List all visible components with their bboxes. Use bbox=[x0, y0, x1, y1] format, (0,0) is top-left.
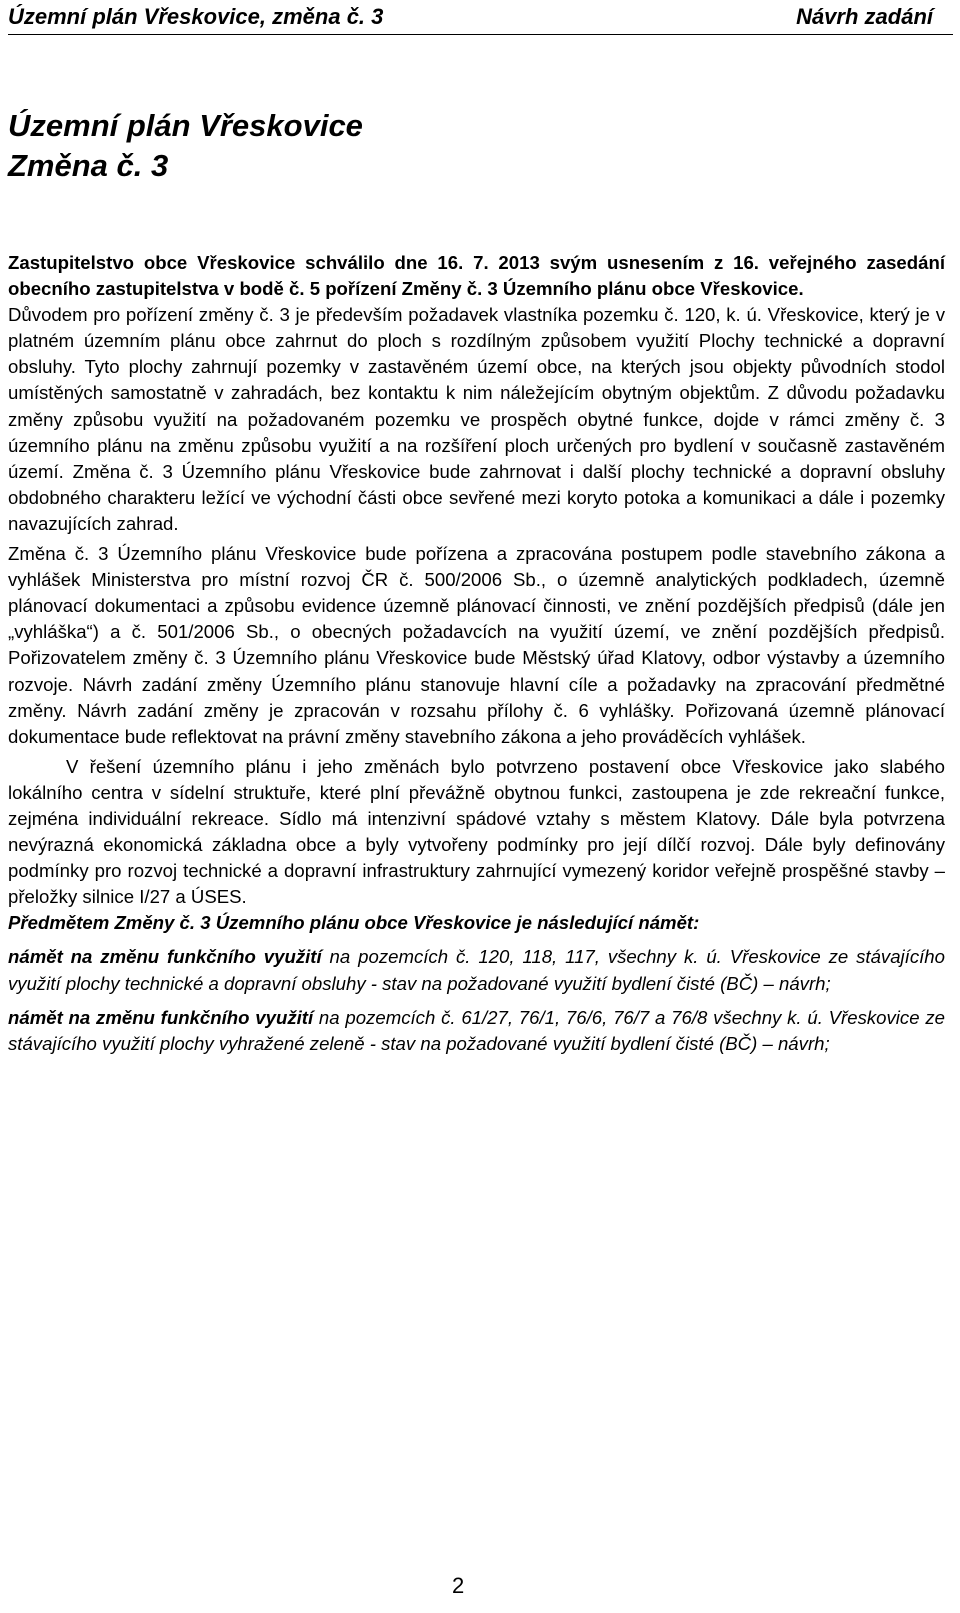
page-header bbox=[8, 0, 953, 35]
subject-item-1 bbox=[8, 944, 945, 996]
subject-item-1-label: námět na změnu funkčního využití bbox=[8, 946, 322, 968]
title-line-1: Územní plán Vřeskovice bbox=[8, 108, 363, 143]
subject-heading: Předmětem Změny č. 3 Územního plánu obce Vřeskovice je následující námět: bbox=[8, 912, 700, 934]
document-page bbox=[8, 0, 953, 1613]
title-line-2: Změna č. 3 bbox=[8, 148, 169, 183]
page-number: 2 bbox=[452, 1573, 465, 1598]
paragraph-procedure: Změna č. 3 Územního plánu Vřeskovice bude pořízena a zpracována postupem podle stavebního zákona a vyhlášek Ministerstva pro místní rozvoj ČR č. 500/2006 Sb., o územně analytických podkladech, územně plánovací dokumentaci a způsobu evidence územně plánovací činnosti, ve znění pozdějších předpisů (dále jen „vyhláška“) a č. 501/2006 Sb., o obecných požadavcích na využití území, ve znění pozdějších předpisů. Pořizovatelem změny č. 3 Územního plánu Vřeskovice bude Městský úřad Klatovy, odbor výstavby a územního rozvoje. Návrh zadání změny Územního plánu stanovuje hlavní cíle a požadavky na zpracování předmětné změny. Návrh zadání změny je zpracován v rozsahu přílohy č. 6 vyhlášky. Pořizovaná územně plánovací dokumentace bude reflektovat na právní změny stavebního zákona a jeho prováděcích vyhlášek. bbox=[8, 543, 945, 747]
subject-item-2-text: na pozemcích č. 61/27, 76/1, 76/6, 76/7 a 76/8 všechny k. ú. Vřeskovice ze stávajícího využití plochy vyhražené zeleně - stav na požadované využití bydlení čisté (BČ) – návrh; bbox=[8, 1006, 945, 1054]
subject-item-2-label: námět na změnu funkčního využití bbox=[8, 1006, 314, 1028]
document-title bbox=[8, 106, 363, 186]
paragraph-approval: Zastupitelstvo obce Vřeskovice schválilo dne 16. 7. 2013 svým usnesením z 16. veřejného zasedání obecního zastupitelstva v bodě č. 5 pořízení Změny č. 3 Územního plánu obce Vřeskovice. bbox=[8, 252, 945, 300]
header-document-title: Územní plán Vřeskovice, změna č. 3 bbox=[8, 4, 384, 29]
subject-item-1-text: na pozemcích č. 120, 118, 117, všechny k. ú. Vřeskovice ze stávajícího využití plochy technické a dopravní obsluhy - stav na požadované využití bydlení čisté (BČ) – návrh; bbox=[8, 946, 945, 994]
paragraph-reason: Důvodem pro pořízení změny č. 3 je především požadavek vlastníka pozemku č. 120, k. ú. Vřeskovice, který je v platném územním plánu obce zahrnut do ploch s rozdílným způsobem využití Plochy technické a dopravní obsluhy. Tyto plochy zahrnují pozemky v zastavěném území obce, na kterých jsou objekty původních stodol umístěných samostatně v zahradách, bez kontaktu k nim náležejícím obytným objektům. Z důvodu požadavku změny způsobu využití na požadovaném pozemku ve prospěch obytné funkce, dojde v rámci změny č. 3 územního plánu na změnu způsobu využití a na rozšíření ploch určených pro bydlení v současně zastavěném území. Změna č. 3 Územního plánu Vřeskovice bude zahrnovat i další plochy technické a dopravní obsluhy obdobného charakteru ležící ve východní části obce sevřené mezi koryto potoka a komunikaci a dále i pozemky navazujících zahrad. bbox=[8, 304, 945, 534]
paragraph-context: V řešení územního plánu i jeho změnách bylo potvrzeno postavení obce Vřeskovice jako slabého lokálního centra v sídelní struktuře, které plní převážně obytnou funkci, zastoupena je zde rekreační funkce, zejména individuální rekreace. Sídlo má intenzivní spádové vztahy s městem Klatovy. Dále byla potvrzena nevýrazná ekonomická základna obce a byly vytvořeny podmínky pro její dílčí rozvoj. Dále byly definovány podmínky pro rozvoj technické a dopravní infrastruktury zahrnující vymezený koridor veřejně prospěšné stavby – přeložky silnice I/27 a ÚSES. bbox=[8, 755, 945, 908]
subject-item-2 bbox=[8, 1005, 945, 1057]
header-document-type: Návrh zadání bbox=[796, 4, 933, 29]
document-body bbox=[8, 250, 945, 1057]
